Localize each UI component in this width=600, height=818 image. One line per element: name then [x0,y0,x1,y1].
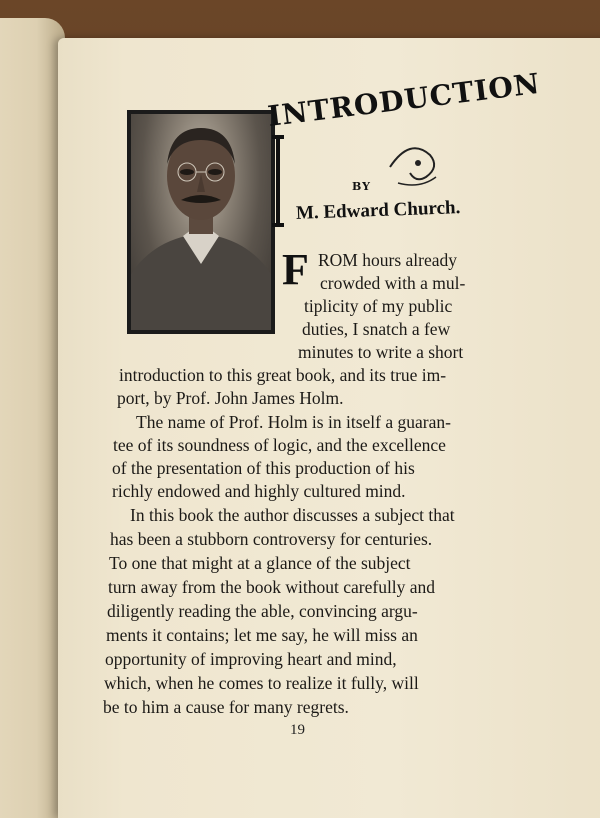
portrait-frame [127,110,275,334]
page-number: 19 [290,722,305,738]
text-line: opportunity of improving heart and mind, [105,649,397,669]
text-line: tiplicity of my public [304,296,453,316]
text-line: port, by Prof. John James Holm. [117,388,344,408]
text-line: of the presentation of this production of his [112,458,415,478]
chapter-title: INTRODUCTION [265,66,543,133]
text-line: To one that might at a glance of the subject [109,553,411,573]
facing-page [0,18,65,818]
byline-label: BY [352,180,371,193]
text-line: duties, I snatch a few [302,319,451,339]
text-line: diligently reading the able, convincing argu- [107,601,418,621]
portrait-engraving-icon [131,114,271,330]
text-line: crowded with a mul- [320,273,466,293]
text-line: ROM hours already [318,250,458,270]
text-line: introduction to this great book, and its true im- [119,365,447,385]
author-name: M. Edward Church. [295,197,461,224]
text-line: has been a stubborn controversy for centuries. [110,529,433,549]
text-line: tee of its soundness of logic, and the excellence [113,435,446,455]
text-line: The name of Prof. Holm is in itself a guaran- [136,412,451,432]
text-line: turn away from the book without carefully and [108,577,436,597]
text-line: be to him a cause for many regrets. [103,697,349,717]
text-line: richly endowed and highly cultured mind. [112,481,406,501]
text-line: In this book the author discusses a subject that [130,505,455,525]
text-line: which, when he comes to realize it fully, will [104,673,419,693]
text-line: ments it contains; let me say, he will miss an [106,625,418,645]
drop-cap: F [282,245,309,294]
text-line: minutes to write a short [298,342,464,362]
